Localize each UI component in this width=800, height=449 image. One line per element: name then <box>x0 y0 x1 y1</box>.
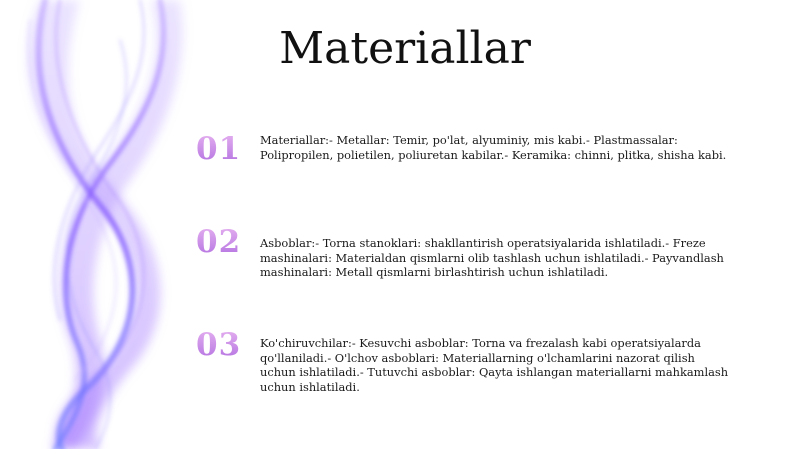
purple-smoke-ribbon-decoration <box>0 0 200 449</box>
item-number: 02 <box>196 224 242 260</box>
item-text: Asboblar:- Torna stanoklari: shakllantirish operatsiyalarida ishlatiladi.- Freze mashinalari: Materialdan qismlarni olib tashlash uchun ishlatiladi.- Payvandlash mashinalari: Metall qismlarni birlashtirish uchun ishlatiladi. <box>260 236 724 280</box>
slide-title: Materiallar <box>279 23 531 74</box>
item-text: Materiallar:- Metallar: Temir, po'lat, alyuminiy, mis kabi.- Plastmassalar: Polipropilen, polietilen, poliuretan kabilar.- Keramika: chinni, plitka, shisha kabi. <box>260 133 727 162</box>
item-number: 01 <box>196 131 242 167</box>
item-text: Ko'chiruvchilar:- Kesuvchi asboblar: Torna va frezalash kabi operatsiyalarda qo'llaniladi.- O'lchov asboblari: Materiallarning o'lchamlarini nazorat qilish uchun ishlatiladi.- Tutuvchi asboblar: Qayta ishlangan materiallarni mahkamlash uchun ishlatiladi. <box>260 336 729 394</box>
item-number: 03 <box>196 327 242 363</box>
